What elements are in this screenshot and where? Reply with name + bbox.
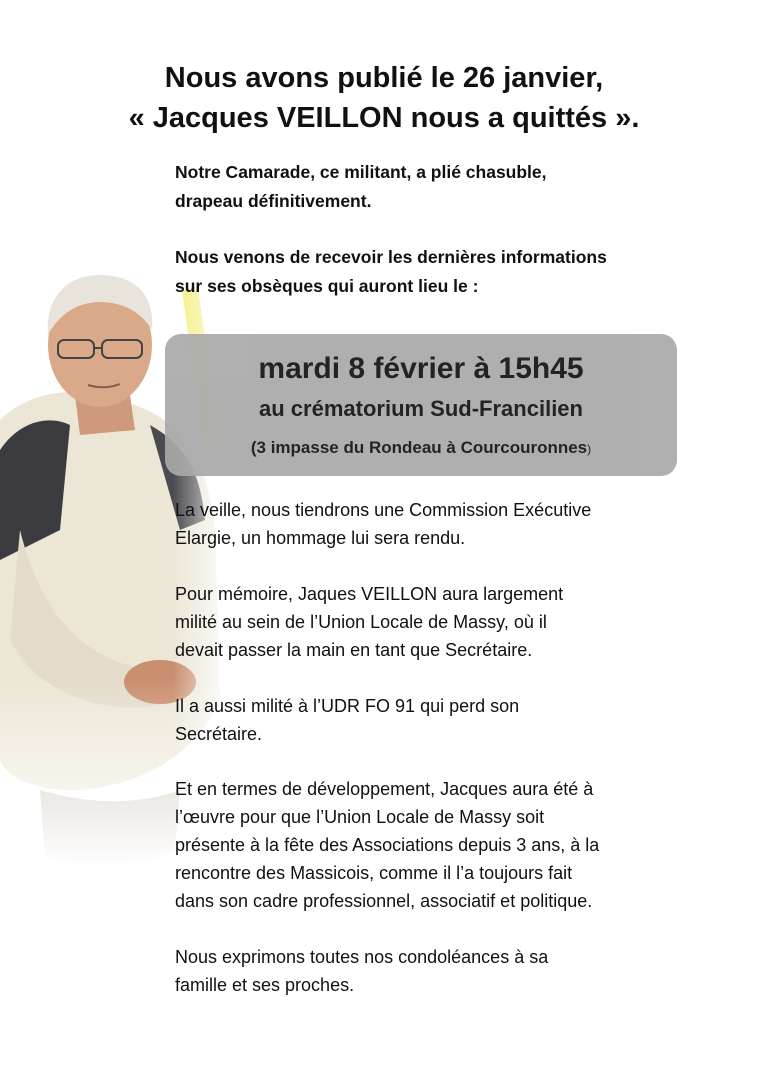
title-line-1: Nous avons publié le 26 janvier, [164, 62, 604, 94]
ceremony-date: mardi 8 février à 15h45 [258, 352, 584, 385]
paragraph-veille [175, 496, 715, 552]
intro-paragraph-2 [175, 243, 715, 301]
address-text: (3 impasse du Rondeau à Courcouronnes [250, 438, 588, 457]
text-line: Et en termes de développement, Jacques aura été à [175, 779, 594, 799]
text-line: Secrétaire. [175, 724, 263, 744]
paragraph-developpement [175, 775, 715, 915]
text-line: milité au sein de l’Union Locale de Massy, où il [175, 612, 547, 632]
text-line: rencontre des Massicois, comme il l’a toujours fait [175, 863, 573, 883]
text-line: Elargie, un hommage lui sera rendu. [175, 528, 466, 548]
ceremony-place: au crématorium Sud-Francilien [259, 396, 583, 421]
intro-paragraph-1 [175, 158, 715, 216]
text-line: Pour mémoire, Jaques VEILLON aura largement [175, 584, 564, 604]
text-line: dans son cadre professionnel, associatif et politique. [175, 891, 593, 911]
title-line-2: « Jacques VEILLON nous a quittés ». [128, 102, 640, 134]
text-line: drapeau définitivement. [175, 191, 372, 211]
ceremony-address [165, 434, 677, 463]
text-line: Nous exprimons toutes nos condoléances à sa [175, 947, 549, 967]
text-line: l’œuvre pour que l’Union Locale de Massy soit [175, 807, 545, 827]
ceremony-box [165, 334, 677, 476]
text-line: La veille, nous tiendrons une Commission Exécutive [175, 500, 592, 520]
paragraph-condoleances [175, 943, 715, 999]
paragraph-udr [175, 692, 715, 748]
text-line: Il a aussi milité à l’UDR FO 91 qui perd son [175, 696, 520, 716]
paragraph-memoire [175, 580, 715, 664]
text-line: Notre Camarade, ce militant, a plié chasuble, [175, 162, 547, 182]
text-line: famille et ses proches. [175, 975, 355, 995]
text-line: présente à la fête des Associations depuis 3 ans, à la [175, 835, 600, 855]
announcement-title [0, 58, 768, 138]
address-tail: ) [587, 442, 592, 456]
text-line: sur ses obsèques qui auront lieu le : [175, 276, 479, 296]
text-line: devait passer la main en tant que Secrétaire. [175, 640, 533, 660]
text-line: Nous venons de recevoir les dernières informations [175, 247, 607, 267]
